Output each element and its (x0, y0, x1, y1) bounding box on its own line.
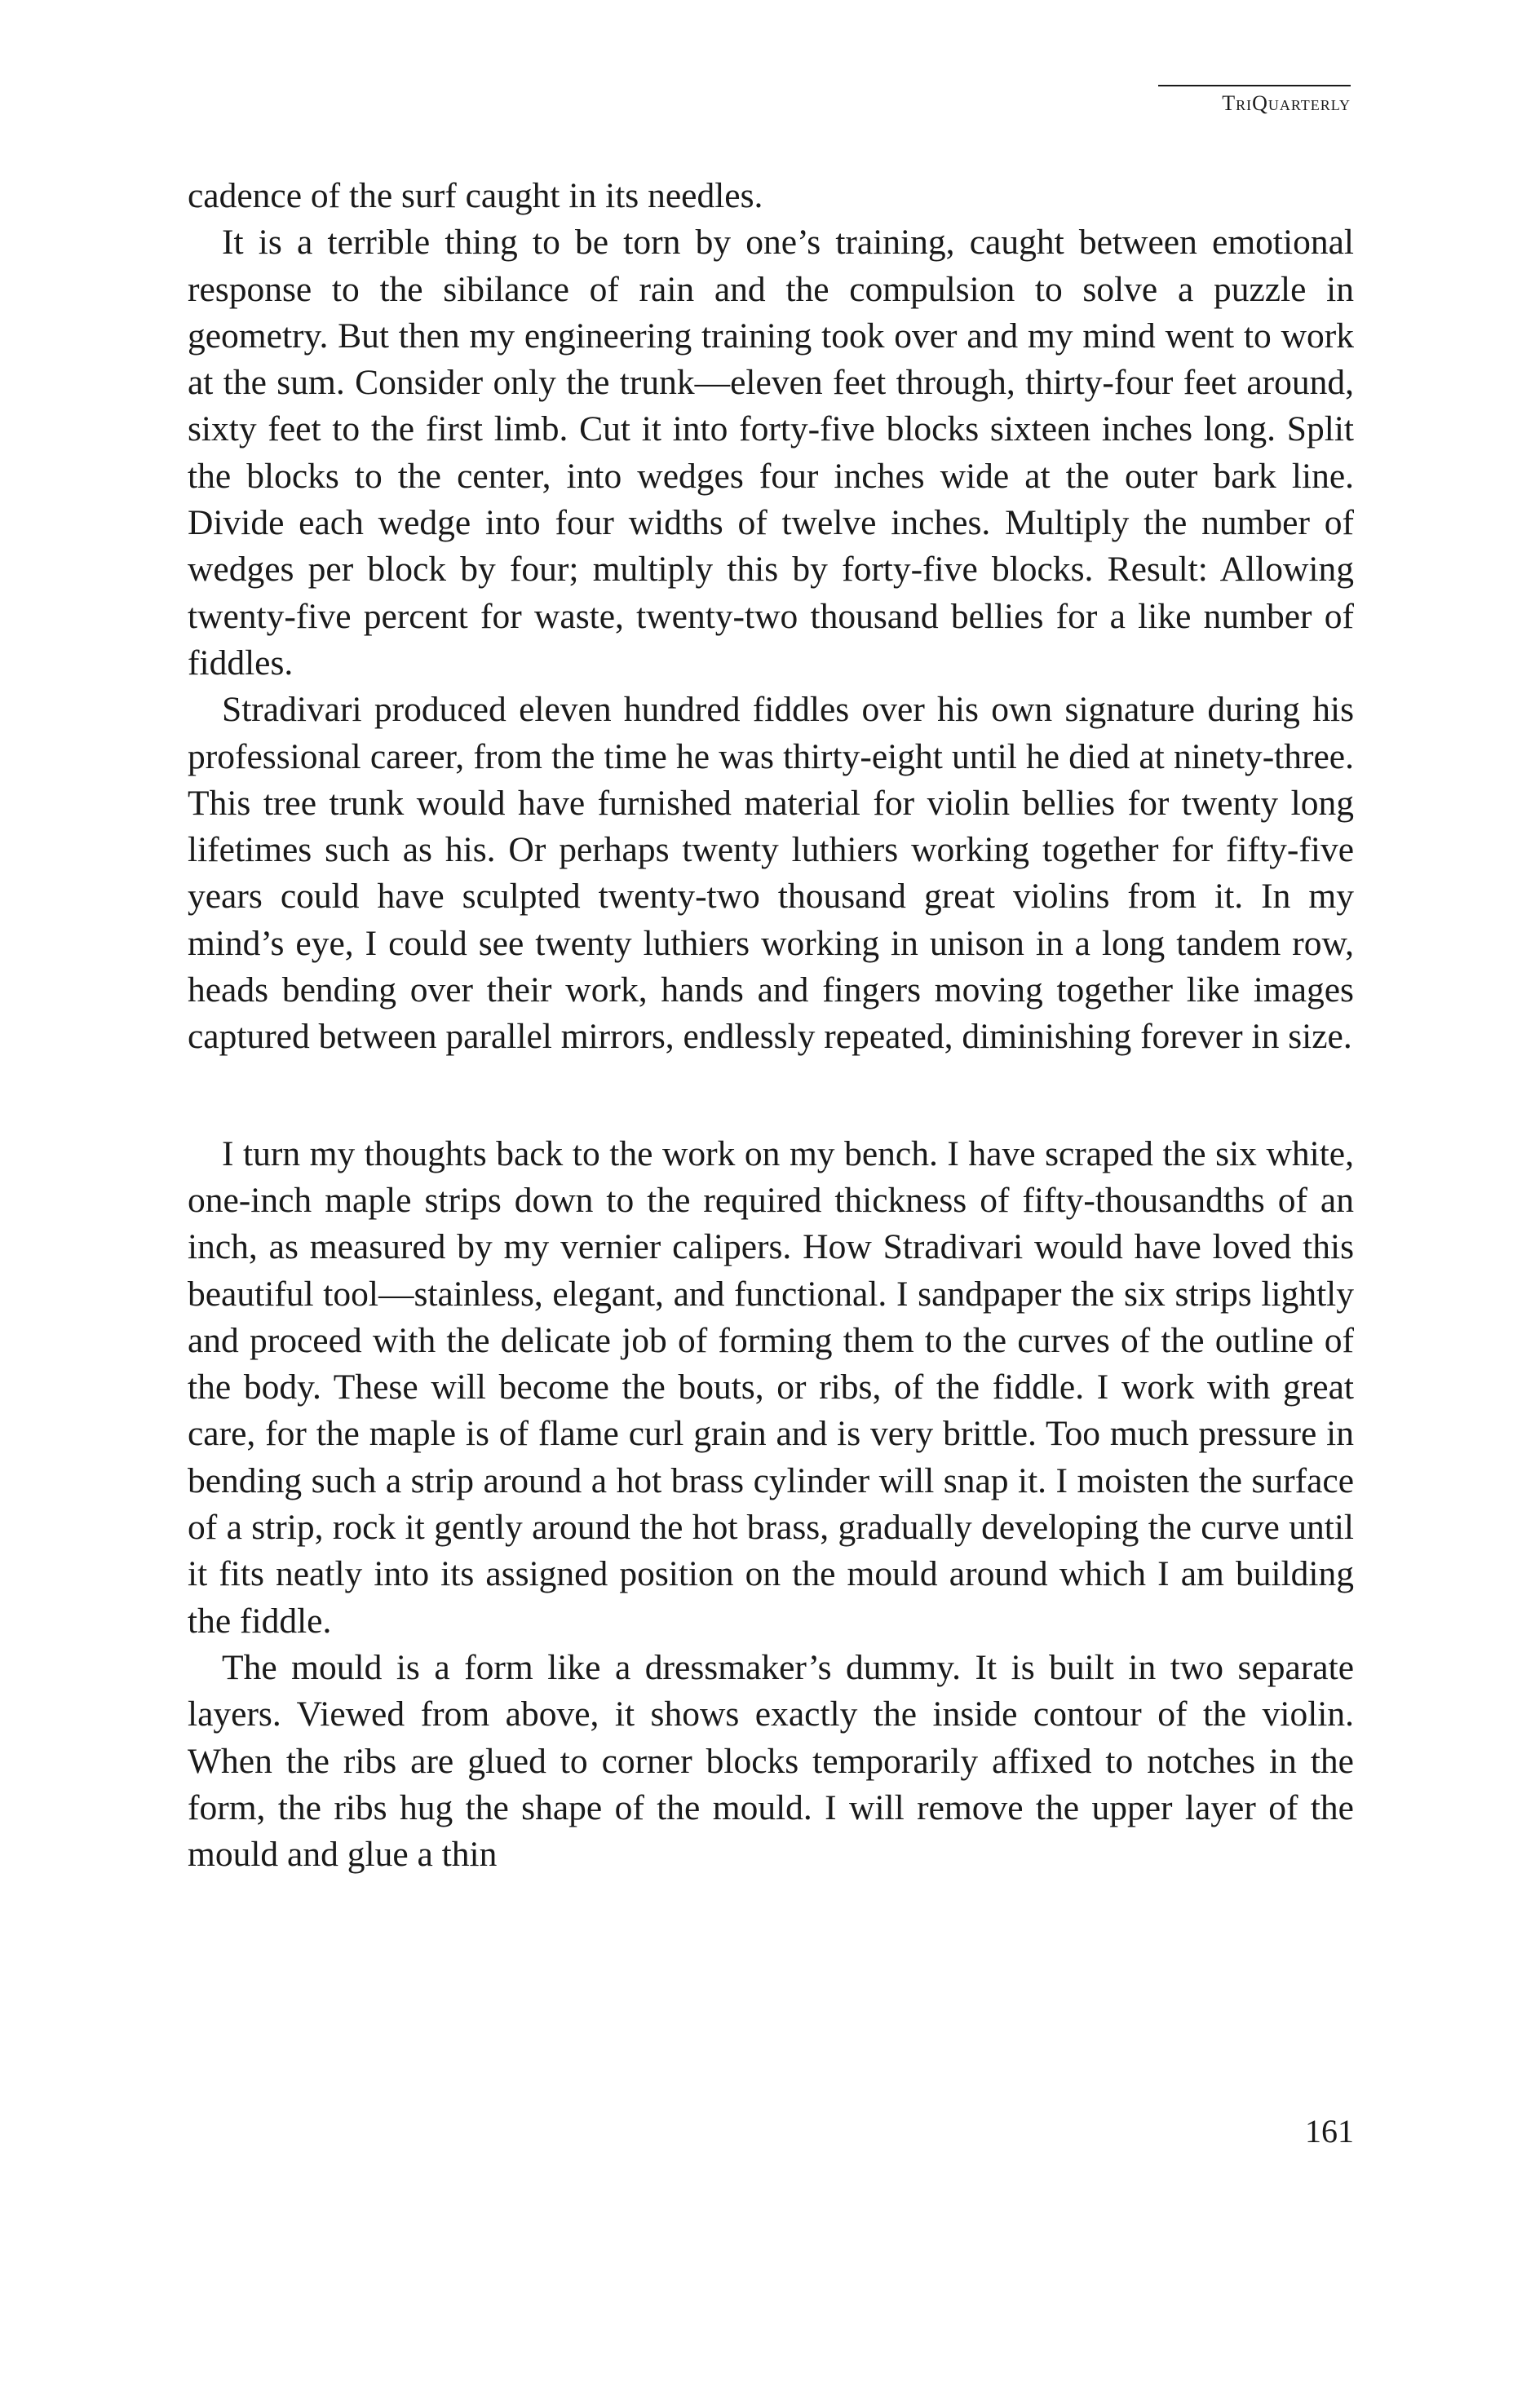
running-head: TriQuarterly (1158, 85, 1351, 119)
body-text (188, 173, 1354, 1878)
paragraph: Stradivari produced eleven hundred fiddles over his own signature during his professional career, from the time he was thirty-eight until he died at ninety-three. This tree trunk would have furnished material for violin bellies for twenty long lifetimes such as his. Or perhaps twenty luthiers working together for fifty-five years could have sculpted twenty-two thousand great violins from it. In my mind’s eye, I could see twenty luthiers working in unison in a long tandem row, heads bending over their work, hands and fingers moving together like images captured between parallel mirrors, endlessly repeated, diminishing forever in size. (188, 690, 1354, 1057)
page-number: 161 (1305, 2113, 1354, 2150)
paragraph-section-start: I turn my thoughts back to the work on my bench. I have scraped the six white, one-inch maple strips down to the required thickness of fifty-thousandths of an inch, as measured by my vernier calipers. How Stradivari would have loved this beautiful tool—stainless, elegant, and functional. I sandpaper the six strips lightly and proceed with the delicate job of forming them to the curves of the outline of the body. These will become the bouts, or ribs, of the fiddle. I work with great care, for the maple is of flame curl grain and is very brittle. Too much pressure in bending such a strip around a hot brass cylinder will snap it. I moisten the surface of a strip, rock it gently around the hot brass, gradually developing the curve until it fits neatly into its assigned position on the mould around which I am building the fiddle. (188, 1133, 1354, 1641)
paragraph: The mould is a form like a dressmaker’s dummy. It is built in two separate layers. Viewed from above, it shows exactly the inside contour of the violin. When the ribs are glued to corner blocks temporarily affixed to notches in the form, the ribs hug the shape of the mould. I will remove the upper layer of the mould and glue a thin (188, 1647, 1354, 1875)
paragraph-continuation: cadence of the surf caught in its needles. (188, 176, 763, 215)
paragraph: It is a terrible thing to be torn by one’s training, caught between emotional response to the sibilance of rain and the compulsion to solve a puzzle in geometry. But then my engineering training took over and my mind went to work at the sum. Consider only the trunk—eleven feet through, thirty-four feet around, sixty feet to the first limb. Cut it into forty-five blocks sixteen inches long. Split the blocks to the center, into wedges four inches wide at the outer bark line. Divide each wedge into four widths of twelve inches. Multiply the number of wedges per block by four; multiply this by forty-five blocks. Result: Allowing twenty-five percent for waste, twenty-two thousand bellies for a like number of fiddles. (188, 223, 1354, 683)
